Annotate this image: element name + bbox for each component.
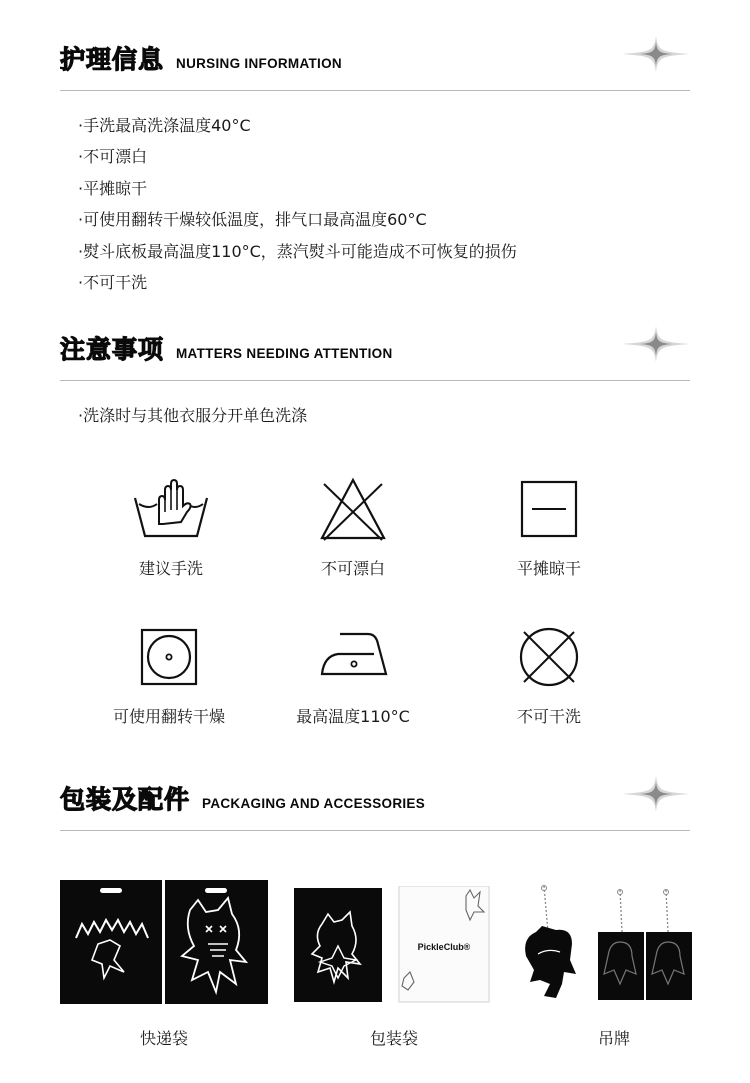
- packaging-divider: [60, 830, 690, 831]
- attention-title-cn: 注意事项: [60, 335, 165, 364]
- packaging-bag-image: [294, 886, 490, 1004]
- attention-section-title: [60, 330, 393, 366]
- list-item: ·洗涤时与其他衣服分开单色洗涤: [78, 406, 308, 425]
- list-item: ·平摊晾干: [78, 178, 148, 198]
- care-symbol-no-bleach: [263, 476, 443, 579]
- nursing-section-title: [60, 40, 342, 76]
- express-bag-image: [60, 880, 268, 1004]
- care-symbol-hand-wash: [81, 476, 261, 579]
- attention-divider: [60, 380, 690, 381]
- attention-title-en: MATTERS NEEDING ATTENTION: [176, 346, 393, 361]
- care-label: 最高温度110°C: [296, 707, 410, 726]
- hand-wash-icon: [129, 476, 213, 542]
- care-symbol-dry-flat: [459, 476, 639, 579]
- tumble-dry-icon: [138, 624, 200, 690]
- nursing-divider: [60, 90, 690, 91]
- packaging-label: 包装袋: [369, 1029, 418, 1048]
- care-symbol-iron: [263, 624, 443, 727]
- attention-list: [78, 400, 307, 431]
- care-symbol-tumble-dry: [79, 624, 259, 727]
- care-label: 不可漂白: [320, 559, 385, 578]
- list-item: ·不可干洗: [78, 273, 148, 293]
- list-item: ·不可漂白: [78, 147, 148, 167]
- list-item: ·手洗最高洗涤温度40°C: [78, 116, 251, 135]
- brand-logo-text: PickleClub®: [417, 942, 471, 952]
- care-label: 平摊晾干: [516, 559, 581, 578]
- care-label: 可使用翻转干燥: [112, 707, 225, 726]
- hang-tag-image: [520, 884, 698, 1006]
- no-dry-clean-icon: [516, 624, 582, 690]
- sparkle-star-icon: [620, 774, 692, 814]
- care-label: 建议手洗: [138, 559, 203, 578]
- packaging-label: 吊牌: [597, 1029, 630, 1048]
- care-label: 不可干洗: [516, 707, 581, 726]
- list-item: ·熨斗底板最高温度110°C，蒸汽熨斗可能造成不可恢复的损伤: [78, 241, 517, 261]
- nursing-list: [78, 110, 517, 298]
- no-bleach-icon: [318, 476, 388, 542]
- list-item: ·可使用翻转干燥较低温度，排气口最高温度60°C: [78, 210, 427, 230]
- packaging-label: 快递袋: [139, 1029, 188, 1048]
- sparkle-star-icon: [620, 34, 692, 74]
- dry-flat-icon: [518, 476, 580, 542]
- nursing-title-cn: 护理信息: [60, 45, 165, 74]
- sparkle-star-icon: [620, 324, 692, 364]
- packaging-title-en: PACKAGING AND ACCESSORIES: [202, 796, 426, 811]
- nursing-title-en: NURSING INFORMATION: [176, 56, 342, 71]
- care-symbol-no-dry-clean: [459, 624, 639, 727]
- packaging-title-cn: 包装及配件: [60, 785, 191, 814]
- packaging-section-title: [60, 780, 425, 816]
- iron-icon: [316, 624, 390, 690]
